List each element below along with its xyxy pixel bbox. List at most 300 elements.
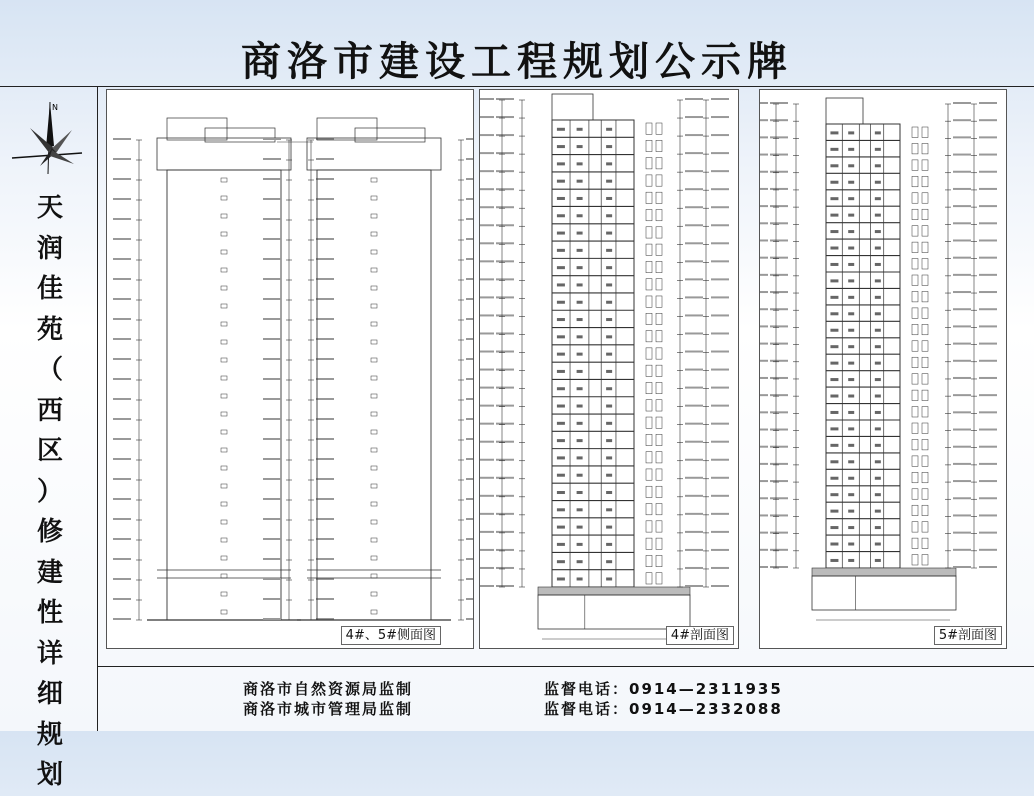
elevation-window	[646, 209, 652, 220]
room-label	[848, 131, 854, 134]
project-name-char: 修	[36, 517, 63, 547]
window-mark	[371, 358, 377, 362]
elevation-window	[922, 259, 928, 269]
elevation-window	[922, 127, 928, 137]
room-label	[848, 444, 854, 447]
level-mark	[711, 423, 729, 425]
window-mark	[221, 232, 227, 236]
level-mark	[113, 178, 131, 180]
level-mark	[466, 278, 474, 280]
level-mark	[263, 538, 281, 540]
level-mark	[953, 446, 971, 448]
elevation-window	[912, 160, 918, 170]
level-mark	[113, 138, 131, 140]
level-mark	[760, 429, 768, 431]
room-label	[557, 474, 565, 477]
room-label	[875, 148, 881, 151]
level-mark	[711, 531, 729, 533]
level-mark	[480, 351, 494, 353]
level-mark	[770, 136, 788, 138]
room-label	[875, 526, 881, 529]
room-label	[557, 422, 565, 425]
room-label	[875, 197, 881, 200]
level-mark	[979, 360, 997, 362]
room-label	[848, 279, 854, 282]
room-label	[577, 283, 583, 286]
room-label	[830, 444, 838, 447]
elevation-window	[912, 324, 918, 334]
window-mark	[221, 466, 227, 470]
room-label	[830, 164, 838, 167]
room-label	[557, 128, 565, 131]
room-label	[606, 197, 612, 200]
level-mark	[466, 258, 474, 260]
project-name-char: 细	[36, 679, 63, 709]
level-mark	[316, 538, 334, 540]
level-mark	[711, 387, 729, 389]
level-mark	[760, 274, 768, 276]
room-label	[848, 247, 854, 250]
elevation-window	[656, 400, 662, 411]
room-label	[557, 318, 565, 321]
level-mark	[263, 558, 281, 560]
room-label	[875, 362, 881, 365]
room-label	[830, 362, 838, 365]
level-mark	[711, 495, 729, 497]
level-mark	[979, 325, 997, 327]
room-label	[557, 145, 565, 148]
window-mark	[371, 268, 377, 272]
level-mark	[466, 438, 474, 440]
room-label	[875, 164, 881, 167]
room-label	[848, 230, 854, 233]
level-mark	[711, 116, 729, 118]
room-label	[848, 329, 854, 332]
roof-structure	[826, 98, 863, 124]
level-mark	[480, 441, 494, 443]
elevation-window	[922, 176, 928, 186]
elevation-window	[922, 555, 928, 565]
room-label	[606, 214, 612, 217]
level-mark	[263, 438, 281, 440]
level-mark	[316, 338, 334, 340]
room-label	[606, 301, 612, 304]
level-mark	[760, 514, 768, 516]
room-label	[557, 543, 565, 546]
level-mark	[711, 296, 729, 298]
level-mark	[480, 170, 494, 172]
drawing-caption: 4#剖面图	[666, 626, 734, 645]
section-4-svg	[480, 90, 739, 649]
level-mark	[263, 198, 281, 200]
roof-structure	[552, 94, 593, 120]
room-label	[606, 249, 612, 252]
top-floor	[157, 138, 291, 170]
room-label	[606, 474, 612, 477]
elevation-window	[922, 226, 928, 236]
level-mark	[316, 498, 334, 500]
room-label	[830, 197, 838, 200]
project-name-char: 天	[36, 193, 63, 223]
level-mark	[760, 222, 768, 224]
level-mark	[760, 257, 768, 259]
roof-parapet	[167, 118, 227, 140]
elevation-window	[656, 261, 662, 272]
level-mark	[316, 358, 334, 360]
window-mark	[371, 538, 377, 542]
window-mark	[221, 430, 227, 434]
room-label	[830, 230, 838, 233]
elevation-window	[656, 123, 662, 134]
level-mark	[496, 513, 514, 515]
elevation-window	[656, 209, 662, 220]
level-mark	[316, 298, 334, 300]
level-mark	[480, 242, 494, 244]
elevation-window	[646, 175, 652, 186]
level-mark	[263, 138, 281, 140]
elevation-window	[912, 341, 918, 351]
elevation-window	[922, 193, 928, 203]
window-mark	[371, 574, 377, 578]
level-mark	[263, 458, 281, 460]
level-mark	[466, 498, 474, 500]
level-mark	[953, 102, 971, 104]
elevation-window	[656, 331, 662, 342]
level-mark	[113, 238, 131, 240]
elevation-window	[912, 291, 918, 301]
elevation-window	[656, 504, 662, 515]
level-mark	[979, 119, 997, 121]
elevation-window	[656, 434, 662, 445]
level-mark	[113, 438, 131, 440]
level-mark	[466, 558, 474, 560]
window-mark	[221, 412, 227, 416]
level-mark	[953, 411, 971, 413]
level-mark	[316, 218, 334, 220]
elevation-window	[922, 374, 928, 384]
level-mark	[480, 387, 494, 389]
level-mark	[263, 498, 281, 500]
level-mark	[685, 296, 703, 298]
room-label	[875, 296, 881, 299]
room-label	[875, 329, 881, 332]
room-label	[606, 180, 612, 183]
level-mark	[263, 478, 281, 480]
level-mark	[979, 136, 997, 138]
room-label	[557, 232, 565, 235]
room-label	[830, 411, 838, 414]
elevation-window	[656, 158, 662, 169]
window-mark	[371, 196, 377, 200]
level-mark	[480, 369, 494, 371]
level-mark	[480, 134, 494, 136]
top-divider	[0, 86, 1034, 87]
level-mark	[466, 238, 474, 240]
level-mark	[953, 497, 971, 499]
room-label	[848, 526, 854, 529]
elevation-window	[912, 242, 918, 252]
room-label	[557, 214, 565, 217]
level-mark	[316, 398, 334, 400]
room-label	[848, 559, 854, 562]
level-mark	[113, 218, 131, 220]
basement	[538, 595, 690, 629]
room-label	[848, 395, 854, 398]
room-label	[606, 560, 612, 563]
level-mark	[480, 314, 494, 316]
side-divider	[97, 86, 98, 731]
room-label	[830, 279, 838, 282]
level-mark	[979, 274, 997, 276]
level-mark	[263, 158, 281, 160]
room-label	[830, 214, 838, 217]
level-mark	[685, 206, 703, 208]
board-title: 商洛市建设工程规划公示牌	[241, 39, 793, 85]
room-label	[875, 427, 881, 430]
window-mark	[371, 520, 377, 524]
window-mark	[371, 304, 377, 308]
window-mark	[371, 466, 377, 470]
room-label	[830, 510, 838, 513]
room-label	[606, 318, 612, 321]
level-mark	[685, 441, 703, 443]
elevation-window	[922, 143, 928, 153]
level-mark	[263, 238, 281, 240]
window-mark	[371, 214, 377, 218]
elevation-window	[912, 390, 918, 400]
room-label	[848, 493, 854, 496]
level-mark	[113, 258, 131, 260]
level-mark	[711, 585, 729, 587]
elevation-window	[912, 423, 918, 433]
elevation-window	[656, 382, 662, 393]
elevation-window	[646, 192, 652, 203]
level-mark	[953, 205, 971, 207]
elevation-window	[656, 365, 662, 376]
supervisor-label: 商洛市城市管理局监制	[243, 700, 414, 718]
level-mark	[979, 411, 997, 413]
level-mark	[685, 387, 703, 389]
room-label	[830, 263, 838, 266]
elevation-window	[646, 365, 652, 376]
level-mark	[953, 377, 971, 379]
room-label	[557, 387, 565, 390]
window-mark	[371, 412, 377, 416]
elevation-window	[646, 227, 652, 238]
level-mark	[263, 358, 281, 360]
elevation-window	[656, 313, 662, 324]
level-mark	[979, 291, 997, 293]
window-mark	[221, 214, 227, 218]
level-mark	[466, 358, 474, 360]
level-mark	[496, 134, 514, 136]
level-mark	[760, 377, 768, 379]
level-mark	[466, 138, 474, 140]
supervisor-label: 商洛市自然资源局监制	[243, 680, 414, 698]
level-mark	[113, 158, 131, 160]
level-mark	[711, 170, 729, 172]
room-label	[557, 266, 565, 269]
elevation-window	[912, 522, 918, 532]
room-label	[875, 444, 881, 447]
level-mark	[953, 291, 971, 293]
level-mark	[480, 459, 494, 461]
level-mark	[979, 102, 997, 104]
room-label	[577, 145, 583, 148]
room-label	[606, 543, 612, 546]
level-mark	[760, 532, 768, 534]
level-mark	[263, 278, 281, 280]
room-label	[577, 353, 583, 356]
level-mark	[711, 152, 729, 154]
level-mark	[685, 549, 703, 551]
level-mark	[711, 459, 729, 461]
level-mark	[760, 325, 768, 327]
level-mark	[685, 98, 703, 100]
window-mark	[371, 376, 377, 380]
level-mark	[979, 154, 997, 156]
elevation-window	[912, 472, 918, 482]
level-mark	[685, 278, 703, 280]
room-label	[577, 180, 583, 183]
level-mark	[979, 308, 997, 310]
elevation-window	[656, 348, 662, 359]
elevation-window	[646, 140, 652, 151]
elevation-window	[912, 374, 918, 384]
project-name-char: 建	[36, 557, 63, 588]
level-mark	[979, 532, 997, 534]
window-mark	[371, 286, 377, 290]
side-elevation-drawing	[106, 89, 474, 649]
level-mark	[685, 423, 703, 425]
room-label	[577, 214, 583, 217]
level-mark	[711, 314, 729, 316]
room-label	[875, 477, 881, 480]
level-mark	[466, 478, 474, 480]
level-mark	[496, 98, 514, 100]
supervision-phone: 监督电话：0914—2332088	[544, 700, 783, 718]
room-label	[557, 456, 565, 459]
level-mark	[316, 258, 334, 260]
window-mark	[371, 340, 377, 344]
supervision-phone: 监督电话：0914—2311935	[544, 680, 783, 698]
level-mark	[711, 188, 729, 190]
elevation-window	[646, 538, 652, 549]
window-mark	[221, 322, 227, 326]
room-label	[557, 560, 565, 563]
elevation-window	[922, 291, 928, 301]
level-mark	[685, 224, 703, 226]
elevation-window	[922, 308, 928, 318]
elevation-window	[922, 456, 928, 466]
level-mark	[711, 351, 729, 353]
level-mark	[685, 459, 703, 461]
window-mark	[371, 448, 377, 452]
level-mark	[953, 514, 971, 516]
room-label	[606, 128, 612, 131]
level-mark	[979, 549, 997, 551]
elevation-window	[656, 452, 662, 463]
level-mark	[466, 218, 474, 220]
elevation-window	[656, 417, 662, 428]
room-label	[557, 439, 565, 442]
level-mark	[953, 239, 971, 241]
elevation-window	[646, 313, 652, 324]
level-mark	[711, 513, 729, 515]
level-mark	[113, 598, 131, 600]
level-mark	[760, 394, 768, 396]
level-mark	[685, 513, 703, 515]
level-mark	[263, 298, 281, 300]
project-name-char: （	[36, 355, 63, 385]
level-mark	[711, 278, 729, 280]
elevation-window	[922, 341, 928, 351]
elevation-window	[912, 538, 918, 548]
elevation-window	[656, 175, 662, 186]
room-label	[577, 249, 583, 252]
room-label	[830, 543, 838, 546]
elevation-window	[922, 242, 928, 252]
level-mark	[113, 498, 131, 500]
elevation-window	[656, 244, 662, 255]
elevation-window	[922, 489, 928, 499]
elevation-window	[646, 261, 652, 272]
elevation-window	[646, 486, 652, 497]
window-mark	[221, 304, 227, 308]
level-mark	[979, 343, 997, 345]
room-label	[830, 477, 838, 480]
room-label	[557, 162, 565, 165]
room-label	[557, 301, 565, 304]
level-mark	[480, 224, 494, 226]
level-mark	[466, 538, 474, 540]
level-mark	[979, 394, 997, 396]
elevation-window	[922, 324, 928, 334]
window-mark	[221, 520, 227, 524]
level-mark	[480, 513, 494, 515]
room-label	[848, 214, 854, 217]
level-mark	[760, 463, 768, 465]
room-label	[577, 128, 583, 131]
elevation-window	[922, 209, 928, 219]
room-label	[606, 577, 612, 580]
level-mark	[480, 278, 494, 280]
room-label	[606, 439, 612, 442]
level-mark	[711, 242, 729, 244]
level-mark	[953, 119, 971, 121]
level-mark	[263, 398, 281, 400]
level-mark	[316, 318, 334, 320]
window-mark	[371, 232, 377, 236]
level-mark	[685, 260, 703, 262]
room-label	[848, 362, 854, 365]
level-mark	[685, 585, 703, 587]
room-label	[848, 263, 854, 266]
level-mark	[711, 477, 729, 479]
level-mark	[711, 260, 729, 262]
window-mark	[221, 178, 227, 182]
level-mark	[113, 398, 131, 400]
window-mark	[221, 502, 227, 506]
room-label	[557, 508, 565, 511]
level-mark	[263, 318, 281, 320]
room-label	[848, 477, 854, 480]
level-mark	[316, 158, 334, 160]
level-mark	[979, 171, 997, 173]
level-mark	[480, 296, 494, 298]
room-label	[606, 456, 612, 459]
elevation-window	[912, 193, 918, 203]
